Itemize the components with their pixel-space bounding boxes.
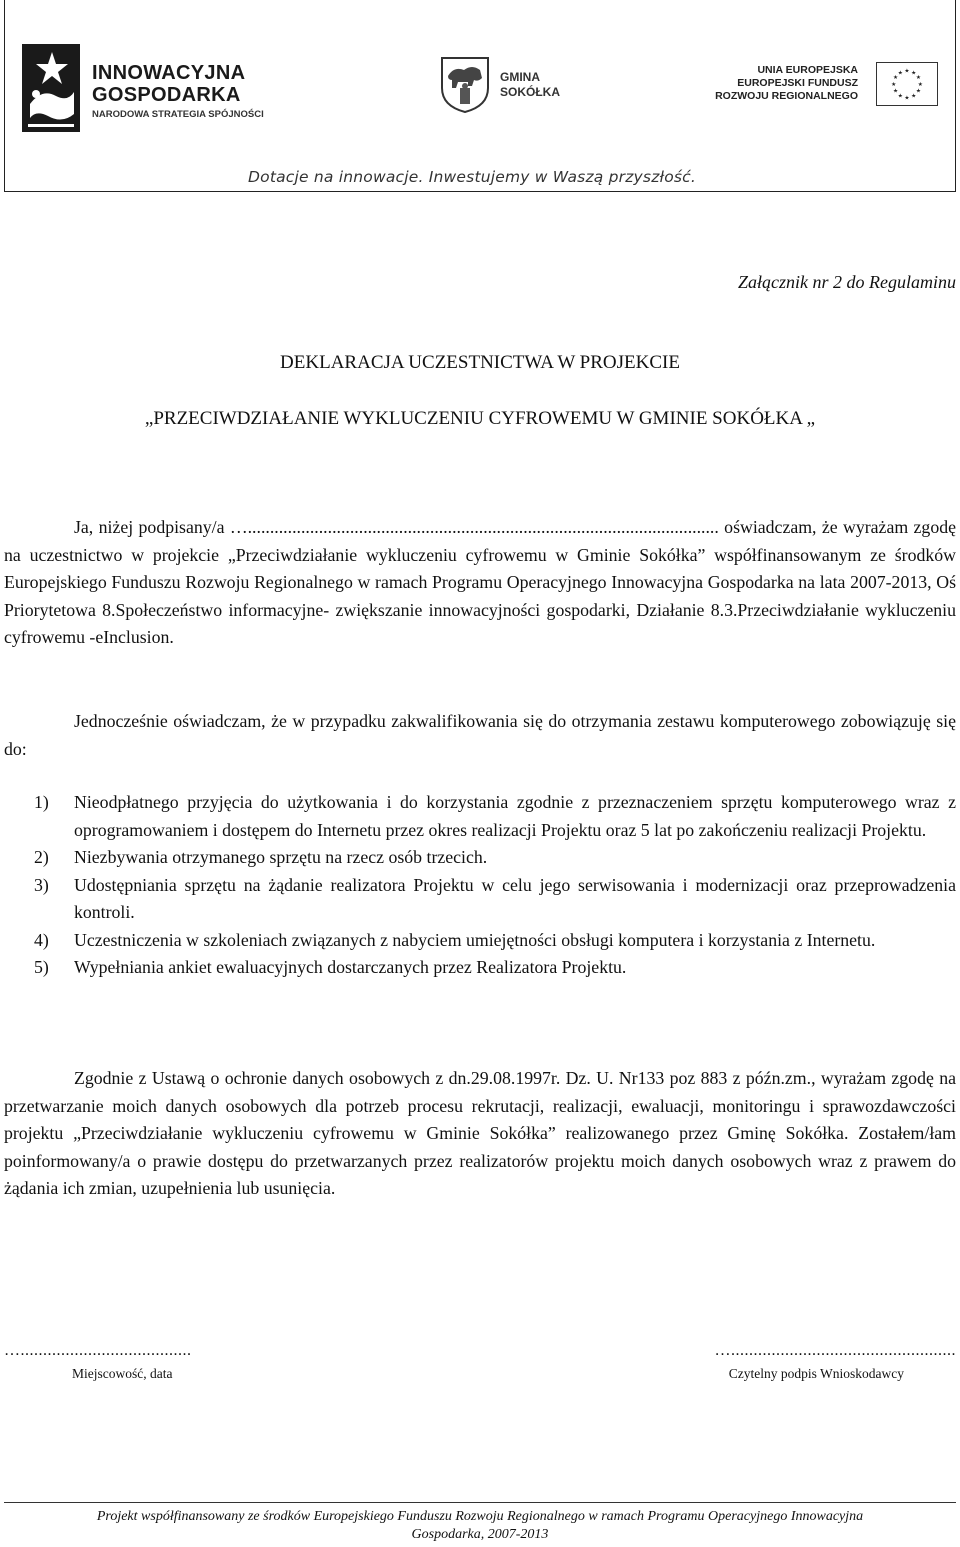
svg-text:★: ★ bbox=[891, 81, 897, 88]
data-consent-text: Zgodnie z Ustawą o ochronie danych osobowych z dn.29.08.1997r. Dz. U. Nr133 poz 883 z późn.zm., wyrażam zgodę na przetwarzanie moich danych osobowych dla potrzeb procesu rekrutacji, realizacji, ewaluacji, monitoringu i sprawozdawczości projektu „Przeciwdziałanie wykluczeniu cyfrowemu w Gminie Sokółka” realizowanego przez Gminę Sokółka. Zostałem/łam poinformowany/a o prawie dostępu do przetwarzanych przez realizatorów projektu moich danych osobowych wraz z prawem do żądania ich zmian, uzupełnienia lub usunięcia. bbox=[4, 1068, 956, 1198]
svg-text:★: ★ bbox=[911, 70, 917, 77]
footer-divider bbox=[4, 1502, 956, 1503]
list-item-number: 1) bbox=[34, 792, 49, 812]
obligation-intro-text: Jednocześnie oświadczam, że w przypadku zakwalifikowania się do otrzymania zestawu komputerowego zobowiązuję się do: bbox=[4, 711, 956, 759]
svg-text:★: ★ bbox=[915, 75, 922, 82]
ig-logo-line2: GOSPODARKA bbox=[92, 84, 241, 106]
list-item-text: Nieodpłatnego przyjęcia do użytkowania i do korzystania zgodnie z przeznaczeniem sprzętu komputerowego wraz z oprogramowaniem i dostępem do Internetu przez okres realizacji Projektu oraz 5 lat po zakończeniu realizacji Projektu. bbox=[74, 792, 956, 840]
list-item bbox=[4, 954, 956, 982]
ig-logo-line1: INNOWACYJNA bbox=[92, 62, 246, 84]
place-date-label: Miejscowość, data bbox=[72, 1366, 173, 1381]
svg-text:★: ★ bbox=[911, 93, 917, 100]
svg-text:★: ★ bbox=[917, 81, 923, 88]
place-date-dotted-line: …...................................... bbox=[4, 1342, 192, 1359]
obligations-list bbox=[4, 789, 956, 982]
eu-flag-icon bbox=[876, 62, 938, 106]
eu-logo bbox=[716, 62, 946, 112]
gmina-logo-line2: SOKÓŁKA bbox=[500, 85, 560, 99]
innowacyjna-gospodarka-emblem-icon bbox=[22, 44, 80, 132]
obligation-intro-paragraph bbox=[4, 708, 956, 763]
eu-logo-line1: UNIA EUROPEJSKA bbox=[757, 64, 858, 76]
signature-label: Czytelny podpis Wnioskodawcy bbox=[728, 1366, 904, 1381]
list-item-number: 5) bbox=[34, 957, 49, 977]
list-item bbox=[4, 927, 956, 955]
list-item-number: 4) bbox=[34, 929, 49, 950]
document-title: DEKLARACJA UCZESTNICTWA W PROJEKCIE bbox=[280, 352, 680, 373]
list-item-text: Wypełniania ankiet ewaluacyjnych dostarczanych przez Realizatora Projektu. bbox=[74, 957, 627, 977]
gmina-coat-of-arms-icon bbox=[440, 56, 490, 114]
list-item bbox=[4, 789, 956, 844]
svg-text:★: ★ bbox=[904, 95, 910, 102]
signature-dotted-line: ….................................................. bbox=[714, 1342, 956, 1359]
list-item-text: Udostępniania sprzętu na żądanie realizatora Projektu w celu jego serwisowania i modernizacji oraz przeprowadzenia kontroli. bbox=[74, 874, 956, 922]
svg-text:★: ★ bbox=[892, 75, 899, 82]
declaration-paragraph bbox=[4, 514, 956, 652]
svg-text:★: ★ bbox=[897, 70, 903, 77]
svg-text:★: ★ bbox=[915, 88, 922, 95]
header-slogan: Dotacje na innowacje. Inwestujemy w Waszą przyszłość. bbox=[248, 168, 696, 186]
svg-text:★: ★ bbox=[904, 68, 910, 75]
list-item bbox=[4, 872, 956, 927]
data-consent-paragraph bbox=[4, 1065, 956, 1203]
svg-text:★: ★ bbox=[897, 93, 903, 100]
declaration-text: Ja, niżej podpisany/a ….......................................................................................................... oświadczam, że wyrażam zgodę na uczestnictwo w projekcie „Przeciwdziałanie wykluczeniu cyfrowemu w Gminie Sokółka” współfinansowanym ze środków Europejskiego Funduszu Rozwoju Regionalnego w ramach Programu Operacyjnego Innowacyjna Gospodarka na lata 2007-2013, Oś Priorytetowa 8.Społeczeństwo informacyjne- zwiększanie innowacyjności gospodarki, Działanie 8.3.Przeciwdziałanie wykluczeniu cyfrowemu -eInclusion. bbox=[4, 517, 956, 647]
list-item bbox=[4, 844, 956, 872]
eu-logo-line3: ROZWOJU REGIONALNEGO bbox=[715, 90, 858, 102]
eu-logo-line2: EUROPEJSKI FUNDUSZ bbox=[737, 77, 858, 89]
list-item-number: 2) bbox=[34, 847, 49, 867]
footer-line-1: Projekt współfinansowany ze środków Europejskiego Funduszu Rozwoju Regionalnego w ramach Programu Operacyjnego Innowacyjna bbox=[96, 1509, 864, 1524]
ig-logo-line3: NARODOWA STRATEGIA SPÓJNOŚCI bbox=[92, 109, 264, 120]
gmina-sokolka-logo bbox=[440, 56, 570, 116]
list-item-text: Uczestniczenia w szkoleniach związanych z nabyciem umiejętności obsługi komputera i korzystania z Internetu. bbox=[74, 929, 876, 950]
svg-text:★: ★ bbox=[892, 88, 899, 95]
project-title: „PRZECIWDZIAŁANIE WYKLUCZENIU CYFROWEMU W GMINIE SOKÓŁKA „ bbox=[144, 408, 816, 429]
footer-note bbox=[0, 1508, 960, 1544]
innowacyjna-gospodarka-logo bbox=[22, 44, 272, 134]
annex-label: Załącznik nr 2 do Regulaminu bbox=[738, 272, 956, 292]
gmina-logo-line1: GMINA bbox=[500, 70, 540, 84]
footer-line-2: Gospodarka, 2007-2013 bbox=[411, 1527, 549, 1542]
list-item-number: 3) bbox=[34, 874, 49, 895]
list-item-text: Niezbywania otrzymanego sprzętu na rzecz osób trzecich. bbox=[74, 847, 488, 867]
